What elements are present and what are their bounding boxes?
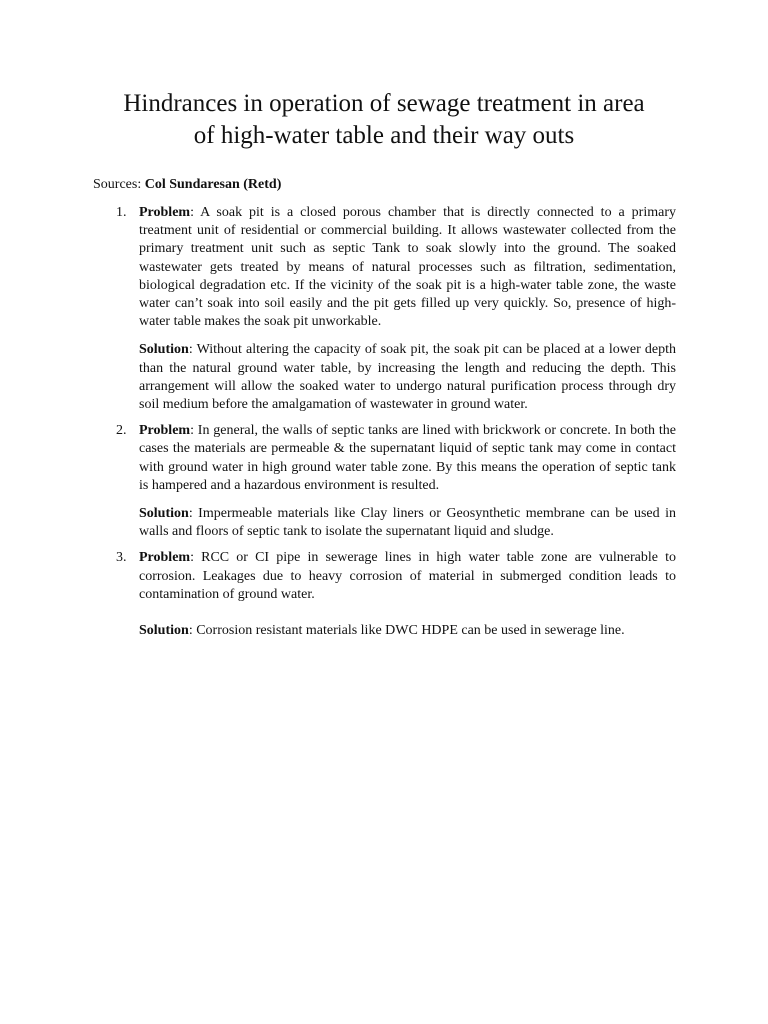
problem-label: Problem	[139, 550, 191, 566]
sources-line	[93, 176, 693, 194]
problem-text: : In general, the walls of septic tanks are lined with brickwork or concrete. In both the cases the materials are permeable & the supernatant liquid of septic tank may come in contact with ground water in high ground water table zone. By this means the operation of septic tank is hampered and a hazardous environment is resulted.	[139, 423, 676, 493]
list-item-2	[93, 422, 676, 541]
item-number: 2.	[116, 423, 127, 439]
list-item-1	[93, 204, 676, 414]
solution-label: Solution	[139, 623, 189, 639]
solution-paragraph	[139, 341, 676, 414]
solution-paragraph	[139, 622, 676, 640]
solution-text: : Corrosion resistant materials like DWC HDPE can be used in sewerage line.	[188, 623, 625, 639]
list-item-3	[93, 549, 676, 640]
sources-name: Col Sundaresan (Retd)	[144, 177, 282, 192]
problem-label: Problem	[139, 423, 191, 439]
problem-text: : A soak pit is a closed porous chamber that is directly connected to a primary treatment unit of residential or commercial building. It allows wastewater collected from the primary treatment unit such as septic Tank to soak slowly into the ground. The soaked wastewater gets treated by means of natural processes such as filtration, sedimentation, biological degradation etc. If the vicinity of the soak pit is a high-water table zone, the waste water can’t soak into soil easily and the pit gets filled up very quickly. So, presence of high-water table makes the soak pit unworkable.	[139, 205, 676, 330]
item-number: 1.	[116, 205, 127, 220]
solution-text: : Without altering the capacity of soak pit, the soak pit can be placed at a lower depth than the natural ground water table, by increasing the length and reducing the depth. This arrangement will allow the soaked water to undergo natural purification process through dry soil medium before the amalgamation of wastewater in ground water.	[139, 342, 676, 413]
title-line-2: of high-water table and their way outs	[193, 122, 575, 149]
problem-text: : RCC or CI pipe in sewerage lines in high water table zone are vulnerable to corrosion. Leakages due to heavy corrosion of material in submerged condition leads to contamination of ground water.	[139, 550, 676, 602]
sources-label: Sources:	[93, 177, 145, 192]
solution-paragraph	[139, 505, 676, 541]
item-number: 3.	[116, 550, 127, 566]
document-title	[60, 88, 708, 152]
problem-paragraph	[139, 549, 676, 604]
problem-paragraph	[139, 422, 676, 495]
problem-paragraph	[139, 204, 676, 331]
solution-label: Solution	[139, 342, 189, 358]
title-line-1: Hindrances in operation of sewage treatment in area	[123, 90, 645, 117]
solution-text: : Impermeable materials like Clay liners or Geosynthetic membrane can be used in walls and floors of septic tank to isolate the supernatant liquid and sludge.	[139, 506, 676, 540]
solution-label: Solution	[139, 506, 189, 522]
problem-label: Problem	[139, 205, 191, 220]
hindrance-list	[93, 204, 676, 640]
